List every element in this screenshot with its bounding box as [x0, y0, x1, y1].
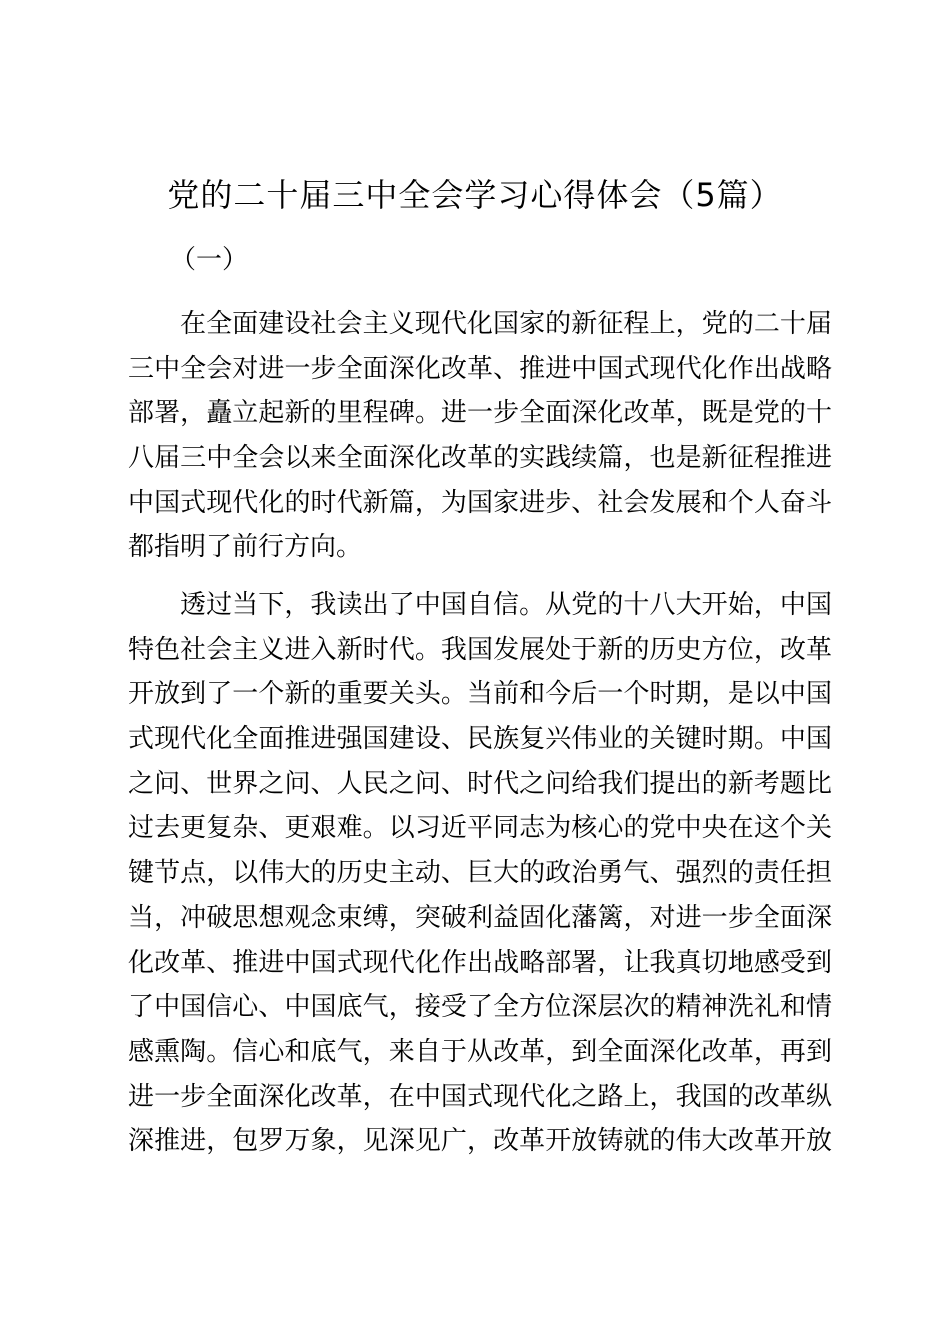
- paragraph-line: 进一步全面深化改革，在中国式现代化之路上，我国的改革纵: [128, 1081, 832, 1112]
- paragraph-line: 了中国信心、中国底气，接受了全方位深层次的精神洗礼和情: [128, 992, 832, 1023]
- paragraph-line: 化改革、推进中国式现代化作出战略部署，让我真切地感受到: [128, 947, 832, 978]
- paragraph-line: 深推进，包罗万象，见深见广，改革开放铸就的伟大改革开放: [128, 1126, 832, 1157]
- paragraph-line: 当，冲破思想观念束缚，突破利益固化藩篱，对进一步全面深: [128, 902, 832, 933]
- document-title: 党的二十届三中全会学习心得体会（5篇）: [167, 176, 783, 214]
- paragraph-line: 开放到了一个新的重要关头。当前和今后一个时期，是以中国: [128, 679, 832, 710]
- paragraph-line: 八届三中全会以来全面深化改革的实践续篇，也是新征程推进: [128, 443, 832, 474]
- paragraph-line: 透过当下，我读出了中国自信。从党的十八大开始，中国: [180, 590, 832, 620]
- paragraph-line: 中国式现代化的时代新篇，为国家进步、社会发展和个人奋斗: [128, 487, 832, 518]
- section-heading: （一）: [170, 245, 249, 275]
- paragraph-1: [128, 302, 832, 570]
- paragraph-line: 三中全会对进一步全面深化改革、推进中国式现代化作出战略: [128, 353, 832, 384]
- paragraph-line: 式现代化全面推进强国建设、民族复兴伟业的关键时期。中国: [128, 724, 832, 755]
- paragraph-line: 部署，矗立起新的里程碑。进一步全面深化改革，既是党的十: [128, 398, 832, 429]
- paragraph-line: 在全面建设社会主义现代化国家的新征程上，党的二十届: [180, 309, 832, 339]
- paragraph-line: 过去更复杂、更艰难。以习近平同志为核心的党中央在这个关: [128, 813, 832, 844]
- paragraph-line: 特色社会主义进入新时代。我国发展处于新的历史方位，改革: [128, 634, 832, 665]
- paragraph-line: 都指明了前行方向。: [128, 532, 363, 563]
- paragraph-2: [128, 583, 832, 1164]
- paragraph-line: 感熏陶。信心和底气，来自于从改革，到全面深化改革，再到: [128, 1036, 832, 1067]
- paragraph-line: 键节点，以伟大的历史主动、巨大的政治勇气、强烈的责任担: [128, 858, 832, 889]
- paragraph-line: 之问、世界之问、人民之问、时代之问给我们提出的新考题比: [128, 768, 832, 799]
